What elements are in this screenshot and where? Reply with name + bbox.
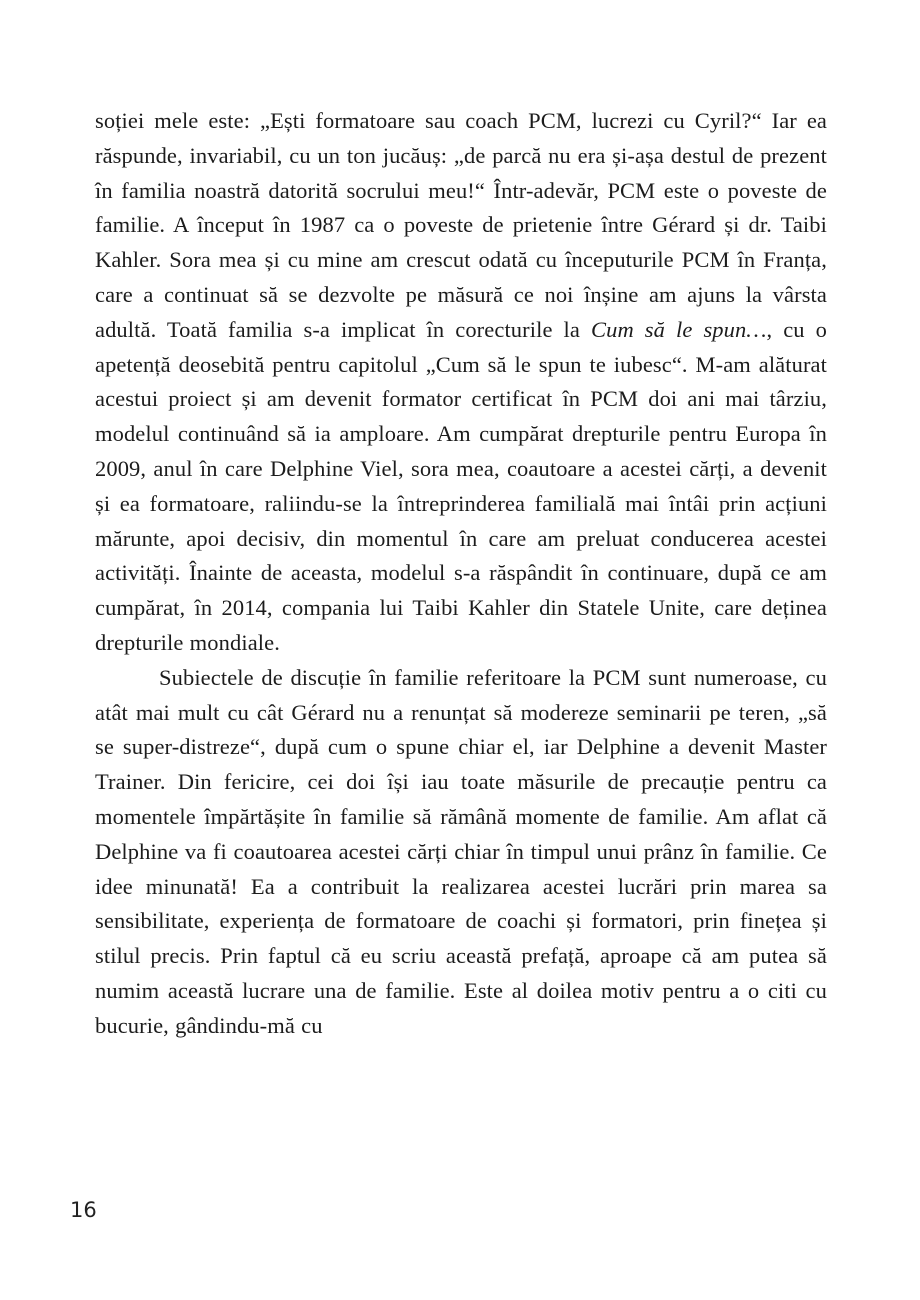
page-footer [70,1198,97,1222]
paragraph-2-run-1: Subiectele de discuție în familie referitoare la PCM sunt numeroase, cu atât mai mult cu cât Gérard nu a renunțat să modereze seminarii pe teren, „să se super-distreze“, după cum o spune chiar el, iar Delphine a devenit Master Trainer. Din fericire, cei doi își iau toate măsurile de precauție pentru ca momentele împărtășite în familie să rămână momente de familie. Am aflat că Delphine va fi coautoarea acestei cărți chiar în timpul unui prânz în familie. Ce idee minunată! Ea a contribuit la realizarea acestei lucrări prin marea sa sensibilitate, experiența de formatoare de coachi și formatori, prin finețea și stilul precis. Prin faptul că eu scriu această prefață, aproape că am putea să numim această lucrare una de familie. Este al doilea motiv pentru a o citi cu bucurie, gândindu-mă cu [95,664,827,1038]
paragraph-1-run-3: , cu o apetență deosebită pentru capitolul „Cum să le spun te iubesc“. M-am alăturat acestui proiect și am devenit formator certificat în PCM doi ani mai târziu, modelul continuând să ia amploare. Am cumpărat drepturile pentru Europa în 2009, anul în care Delphine Viel, sora mea, coautoare a acestei cărți, a devenit și ea formatoare, raliindu-se la întreprinderea familială mai întâi prin acțiuni mărunte, apoi decisiv, din momentul în care am preluat conducerea acestei activități. Înainte de aceasta, modelul s-a răspândit în continuare, după ce am cumpărat, în 2014, compania lui Taibi Kahler din Statele Unite, care deținea drepturile mondiale. [95,316,827,655]
paragraph-1-italic-book-title: Cum să le spun… [590,316,767,342]
page-number: 16 [70,1198,97,1222]
page-text-block [95,104,827,1044]
paragraph-1-run-1: soției mele este: „Ești formatoare sau coach PCM, lucrezi cu Cyril?“ Iar ea răspunde, invariabil, cu un ton jucăuș: „de parcă nu era și-așa destul de prezent în familia noastră datorită socrului meu!“ Într-adevăr, PCM este o poveste de familie. A început în 1987 ca o poveste de prietenie între Gérard și dr. Taibi Kahler. Sora mea și cu mine am crescut odată cu începuturile PCM în Franța, care a continuat să se dezvolte pe măsură ce noi înșine am ajuns la vârsta adultă. Toată familia s-a implicat în corecturile la [95,108,827,342]
paragraph-2 [95,661,827,1044]
paragraph-1 [95,104,827,661]
